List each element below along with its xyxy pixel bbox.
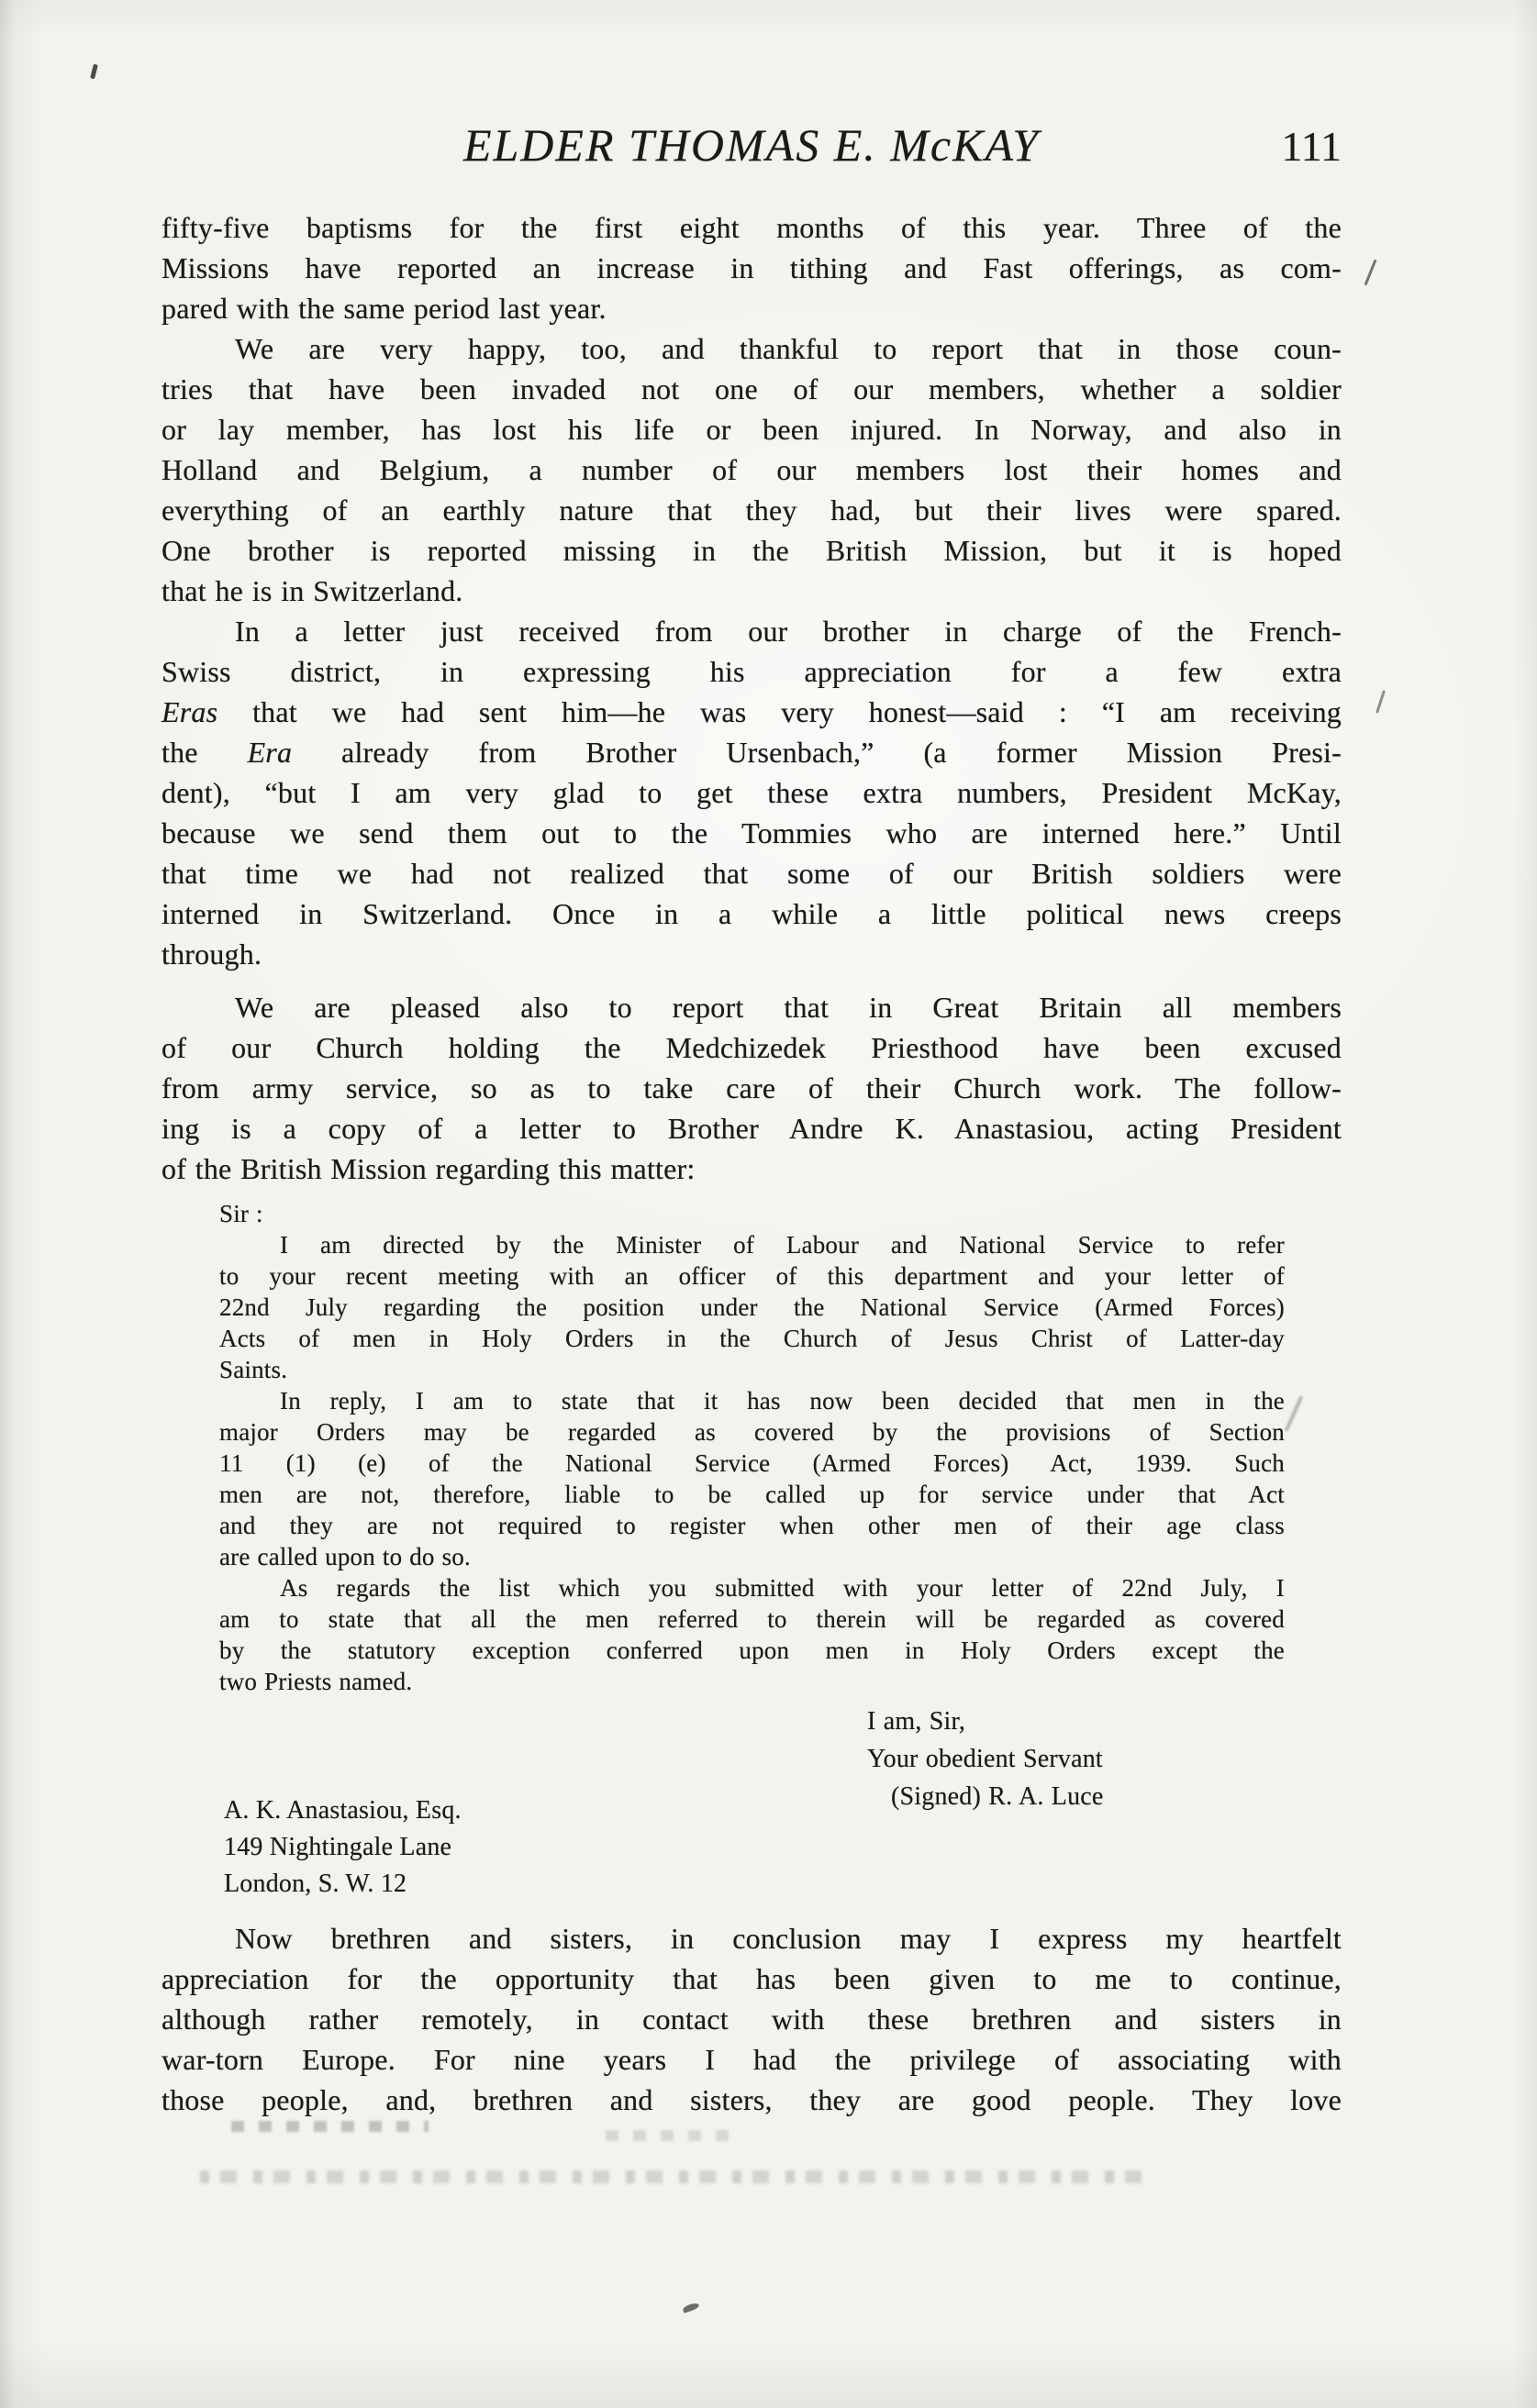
text-line: to your recent meeting with an officer of this department and your letter of xyxy=(219,1262,1285,1290)
text-line: from army service, so as to take care of their Church work. The follow- xyxy=(161,1071,1342,1104)
text-line: or lay member, has lost his life or been injured. In Norway, and also in xyxy=(161,413,1342,446)
text-line: appreciation for the opportunity that has been given to me to continue, xyxy=(161,1962,1342,1995)
letter-paragraph xyxy=(219,1385,1285,1572)
text-line: and they are not required to register when other men of their age class xyxy=(219,1512,1285,1539)
text-line: A. K. Anastasiou, Esq. xyxy=(224,1796,462,1825)
paragraph xyxy=(161,611,1342,974)
paragraph xyxy=(161,328,1342,611)
scan-artifact xyxy=(1364,260,1376,286)
text-line: 11 (1) (e) of the National Service (Armed Forces) Act, 1939. Such xyxy=(219,1449,1285,1477)
text-line: Holland and Belgium, a number of our members lost their homes and xyxy=(161,453,1342,486)
text-line: of the British Mission regarding this matter: xyxy=(161,1152,696,1185)
scan-smudge xyxy=(200,2170,1145,2183)
text-line: London, S. W. 12 xyxy=(224,1870,407,1898)
text-line: are called upon to do so. xyxy=(219,1543,471,1570)
text-line: that he is in Switzerland. xyxy=(161,574,463,607)
text-line: pared with the same period last year. xyxy=(161,292,607,325)
text-line: I am directed by the Minister of Labour and National Service to refer xyxy=(280,1231,1285,1259)
closing-text-column xyxy=(161,1918,1342,2120)
running-header-title: ELDER THOMAS E. McKAY xyxy=(462,119,1041,171)
text-line: ing is a copy of a letter to Brother Andre K. Anastasiou, acting President xyxy=(161,1112,1342,1145)
text-line: interned in Switzerland. Once in a while a little political news creeps xyxy=(161,897,1342,930)
paragraph-continued xyxy=(161,207,1342,328)
text-line: 22nd July regarding the position under the National Service (Armed Forces) xyxy=(219,1293,1285,1321)
text-line: the Era already from Brother Ursenbach,” (a former Mission Presi- xyxy=(161,736,1342,769)
text-line: Your obedient Servant xyxy=(867,1745,1103,1773)
text-line: those people, and, brethren and sisters, they are good people. They love xyxy=(161,2083,1342,2116)
text-line: fifty-five baptisms for the first eight months of this year. Three of the xyxy=(161,211,1342,244)
text-line: although rather remotely, in contact with these brethren and sisters in xyxy=(161,2003,1342,2036)
signature-block xyxy=(867,1703,1285,1815)
text-line: Saints. xyxy=(219,1356,288,1383)
text-line: In a letter just received from our brother in charge of the French- xyxy=(235,615,1342,648)
text-line: tries that have been invaded not one of our members, whether a soldier xyxy=(161,372,1342,405)
text-line: Swiss district, in expressing his appreciation for a few extra xyxy=(161,655,1342,688)
text-line: We are pleased also to report that in Great Britain all members xyxy=(235,991,1342,1024)
text-line: 149 Nightingale Lane xyxy=(224,1833,452,1861)
scan-artifact xyxy=(90,64,98,80)
quoted-letter-block xyxy=(219,1198,1285,1815)
text-line: Missions have reported an increase in tithing and Fast offerings, as com- xyxy=(161,251,1342,284)
letter-salutation: Sir : xyxy=(219,1200,263,1227)
text-line: because we send them out to the Tommies who are interned here.” Until xyxy=(161,816,1342,849)
scan-smudge xyxy=(606,2130,734,2141)
text-line: Now brethren and sisters, in conclusion may I express my heartfelt xyxy=(235,1922,1342,1955)
paragraph xyxy=(161,1918,1342,2120)
text-line: I am, Sir, xyxy=(867,1707,966,1736)
scan-smudge xyxy=(231,2121,429,2132)
text-line: dent), “but I am very glad to get these extra numbers, President McKay, xyxy=(161,776,1342,809)
text-line: (Signed) R. A. Luce xyxy=(891,1782,1104,1811)
body-text-column xyxy=(161,207,1342,1189)
text-line: men are not, therefore, liable to be called up for service under that Act xyxy=(219,1481,1285,1508)
text-line: of our Church holding the Medchizedek Priesthood have been excused xyxy=(161,1031,1342,1064)
recipient-address-block xyxy=(224,1792,462,1903)
text-line: that time we had not realized that some of our British soldiers were xyxy=(161,857,1342,890)
scan-artifact xyxy=(1376,690,1386,714)
text-line: We are very happy, too, and thankful to report that in those coun- xyxy=(235,332,1342,365)
text-line: two Priests named. xyxy=(219,1668,413,1695)
scan-artifact xyxy=(1285,1395,1304,1432)
text-line: war-torn Europe. For nine years I had the privilege of associating with xyxy=(161,2043,1342,2076)
pen-mark xyxy=(682,2302,699,2313)
text-line: major Orders may be regarded as covered by the provisions of Section xyxy=(219,1418,1285,1446)
page-number: 111 xyxy=(1281,123,1342,170)
text-line: In reply, I am to state that it has now been decided that men in the xyxy=(280,1387,1285,1415)
letter-paragraph xyxy=(219,1572,1285,1697)
text-line: by the statutory exception conferred upon men in Holy Orders except the xyxy=(219,1637,1285,1664)
text-line: Eras that we had sent him—he was very honest—said : “I am receiving xyxy=(161,695,1342,728)
text-line: As regards the list which you submitted with your letter of 22nd July, I xyxy=(280,1574,1285,1602)
text-line: everything of an earthly nature that they had, but their lives were spared. xyxy=(161,494,1342,527)
text-line: Acts of men in Holy Orders in the Church of Jesus Christ of Latter-day xyxy=(219,1325,1285,1352)
text-line: One brother is reported missing in the British Mission, but it is hoped xyxy=(161,534,1342,567)
text-line: am to state that all the men referred to therein will be regarded as covered xyxy=(219,1605,1285,1633)
paragraph xyxy=(161,987,1342,1189)
text-line: through. xyxy=(161,938,262,971)
letter-paragraph xyxy=(219,1229,1285,1385)
